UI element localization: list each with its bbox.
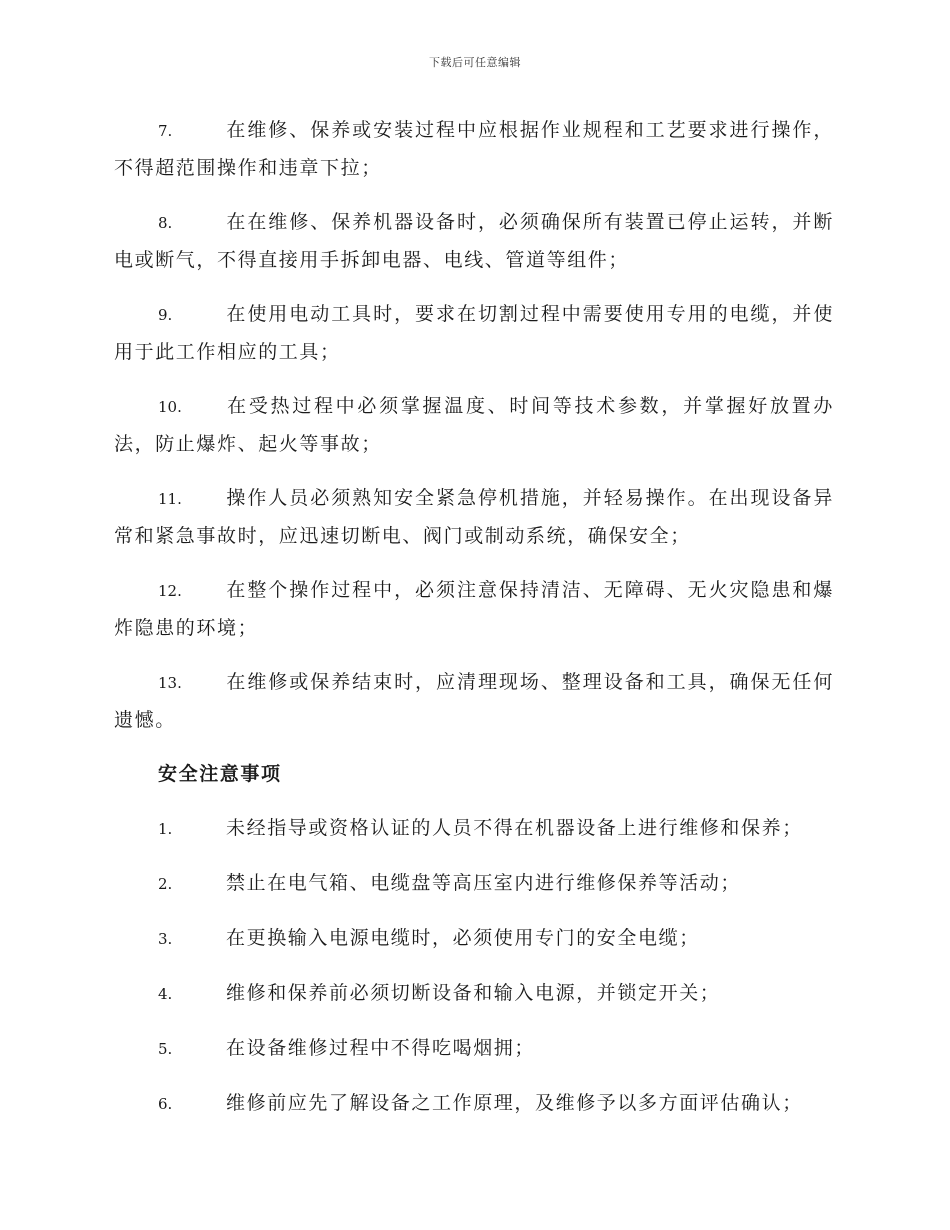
item-text: 在在维修、保养机器设备时，必须确保所有装置已停止运转，并断电或断气，不得直接用手拆卸电器、电线、管道等组件；	[114, 211, 834, 271]
item-text: 在使用电动工具时，要求在切割过程中需要使用专用的电缆，并使用于此工作相应的工具；	[114, 303, 834, 363]
item-number: 4.	[158, 985, 173, 1003]
header-note: 下载后可任意编辑	[429, 56, 521, 69]
item-number: 12.	[158, 582, 182, 600]
list-item	[114, 975, 834, 1013]
list-item	[114, 810, 834, 848]
item-text: 在设备维修过程中不得吃喝烟拥；	[226, 1037, 536, 1059]
item-number: 3.	[158, 930, 173, 948]
item-number: 11.	[158, 490, 182, 508]
item-number: 7.	[158, 122, 173, 140]
item-text: 操作人员必须熟知安全紧急停机措施，并轻易操作。在出现设备异常和紧急事故时，应迅速切断电、阀门或制动系统，确保安全；	[114, 487, 834, 547]
item-text: 在维修或保养结束时，应清理现场、整理设备和工具，确保无任何遗憾。	[114, 671, 834, 731]
item-number: 9.	[158, 306, 173, 324]
list-item	[114, 296, 834, 371]
item-text: 在受热过程中必须掌握温度、时间等技术参数，并掌握好放置办法，防止爆炸、起火等事故；	[114, 395, 834, 455]
item-text: 维修和保养前必须切断设备和输入电源，并锁定开关；	[226, 982, 721, 1004]
section-heading: 安全注意事项	[158, 763, 282, 785]
item-number: 8.	[158, 214, 173, 232]
list-item	[114, 572, 834, 647]
list-item	[114, 204, 834, 279]
item-text: 在维修、保养或安装过程中应根据作业规程和工艺要求进行操作，不得超范围操作和违章下拉；	[114, 119, 834, 179]
item-number: 10.	[158, 398, 182, 416]
item-text: 在更换输入电源电缆时，必须使用专门的安全电缆；	[226, 927, 700, 949]
list-item	[114, 112, 834, 187]
list-item	[114, 1085, 834, 1123]
list-item	[114, 920, 834, 958]
item-text: 在整个操作过程中，必须注意保持清洁、无障碍、无火灾隐患和爆炸隐患的环境；	[114, 579, 834, 639]
document-body	[114, 112, 834, 1140]
item-number: 2.	[158, 875, 173, 893]
item-number: 6.	[158, 1095, 173, 1113]
item-text: 维修前应先了解设备之工作原理，及维修予以多方面评估确认；	[226, 1092, 803, 1114]
list-item	[114, 664, 834, 739]
list-item	[114, 1030, 834, 1068]
list-item	[114, 480, 834, 555]
item-number: 5.	[158, 1040, 173, 1058]
list-item	[114, 388, 834, 463]
item-text: 禁止在电气箱、电缆盘等高压室内进行维修保养等活动；	[226, 872, 742, 894]
item-text: 未经指导或资格认证的人员不得在机器设备上进行维修和保养；	[226, 817, 803, 839]
list-item	[114, 865, 834, 903]
item-number: 1.	[158, 820, 173, 838]
item-number: 13.	[158, 674, 182, 692]
